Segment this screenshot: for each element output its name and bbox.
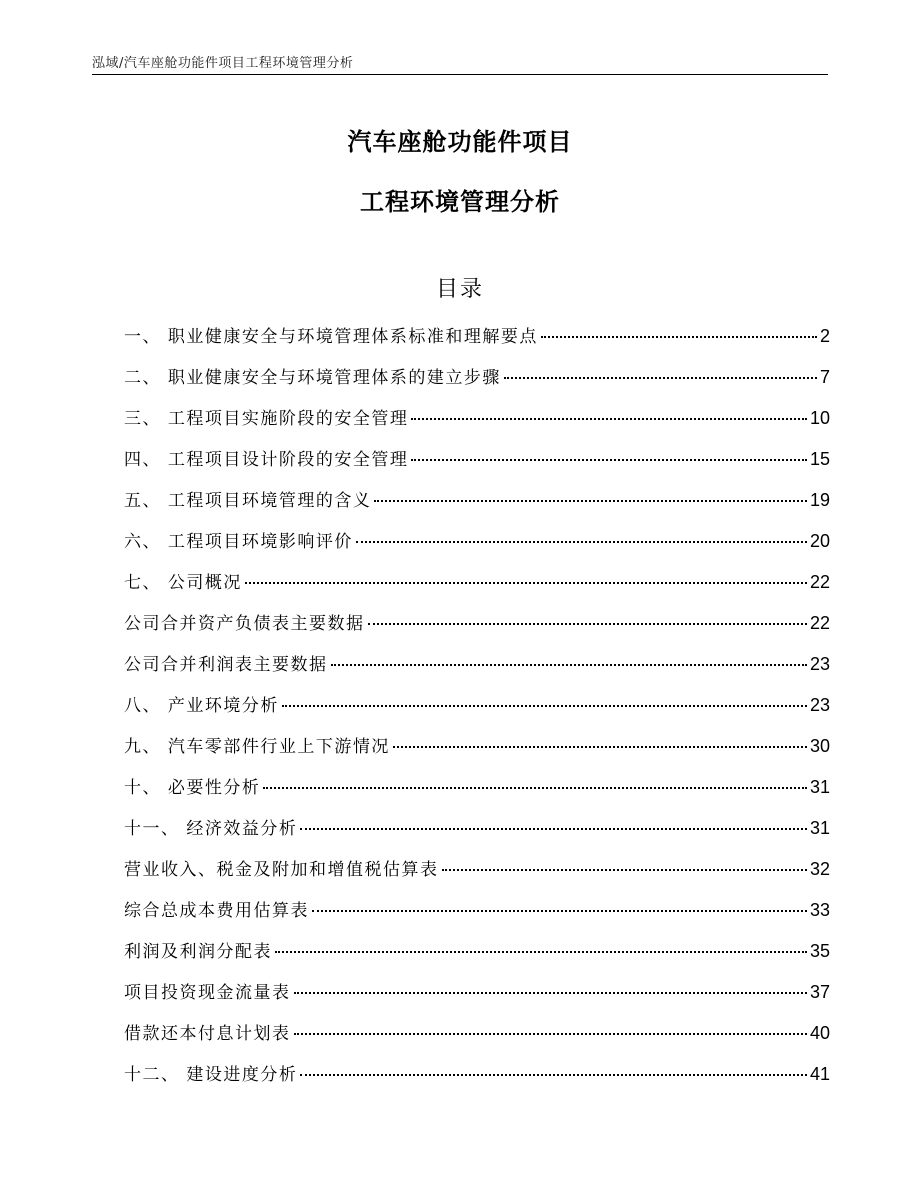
toc-leader-dots [504, 377, 817, 379]
toc-entry-label: 公司合并资产负债表主要数据 [124, 614, 365, 634]
toc-entry-page: 22 [809, 613, 830, 633]
toc-entry-label: 公司合并利润表主要数据 [124, 655, 328, 675]
document-title-line-1: 汽车座舱功能件项目 [347, 128, 573, 156]
toc-entry[interactable] [124, 486, 830, 527]
toc-entry[interactable] [124, 527, 830, 568]
toc-entry[interactable] [124, 650, 830, 691]
toc-leader-dots [331, 664, 807, 666]
toc-entry-page: 20 [809, 531, 830, 551]
toc-entry-page: 40 [809, 1023, 830, 1043]
toc-entry-label: 十、 必要性分析 [124, 778, 261, 798]
page-header: 泓域/汽车座舱功能件项目工程环境管理分析 [92, 56, 354, 71]
toc-entry[interactable] [124, 363, 830, 404]
toc-entry[interactable] [124, 814, 830, 855]
toc-leader-dots [300, 1074, 807, 1076]
toc-entry-page: 23 [809, 695, 830, 715]
toc-leader-dots [393, 746, 807, 748]
toc-entry-label: 五、 工程项目环境管理的含义 [124, 491, 372, 511]
toc-entry-page: 2 [819, 326, 830, 346]
toc-leader-dots [275, 951, 807, 953]
toc-entry-label: 营业收入、税金及附加和增值税估算表 [124, 860, 439, 880]
toc-leader-dots [312, 910, 807, 912]
toc-entry-label: 借款还本付息计划表 [124, 1024, 291, 1044]
toc-entry-page: 33 [809, 900, 830, 920]
toc-entry-page: 35 [809, 941, 830, 961]
toc-entry-label: 三、 工程项目实施阶段的安全管理 [124, 409, 409, 429]
toc-entry-page: 19 [809, 490, 830, 510]
toc-leader-dots [411, 418, 807, 420]
toc-entry[interactable] [124, 855, 830, 896]
toc-entry-page: 22 [809, 572, 830, 592]
toc-entry[interactable] [124, 445, 830, 486]
toc-entry[interactable] [124, 568, 830, 609]
toc-leader-dots [245, 582, 807, 584]
document-title-line-2: 工程环境管理分析 [360, 188, 560, 216]
toc-entry-page: 30 [809, 736, 830, 756]
toc-entry-label: 一、 职业健康安全与环境管理体系标准和理解要点 [124, 327, 538, 347]
toc-entry[interactable] [124, 937, 830, 978]
toc-leader-dots [541, 336, 817, 338]
toc-entry[interactable] [124, 896, 830, 937]
toc-leader-dots [411, 459, 807, 461]
toc-entry-label: 八、 产业环境分析 [124, 696, 279, 716]
toc-leader-dots [294, 1033, 807, 1035]
toc-entry[interactable] [124, 322, 830, 363]
toc-leader-dots [263, 787, 807, 789]
toc-entry-label: 十二、 建设进度分析 [124, 1065, 298, 1085]
toc-leader-dots [374, 500, 807, 502]
toc-leader-dots [300, 828, 807, 830]
toc-leader-dots [356, 541, 807, 543]
toc-entry[interactable] [124, 732, 830, 773]
toc-entry[interactable] [124, 404, 830, 445]
header-divider [92, 74, 828, 75]
toc-entry[interactable] [124, 609, 830, 650]
toc-entry-page: 23 [809, 654, 830, 674]
toc-entry-label: 利润及利润分配表 [124, 942, 272, 962]
table-of-contents [124, 322, 830, 1101]
toc-entry-label: 综合总成本费用估算表 [124, 901, 309, 921]
toc-leader-dots [282, 705, 807, 707]
toc-entry-page: 31 [809, 777, 830, 797]
toc-entry[interactable] [124, 773, 830, 814]
toc-leader-dots [368, 623, 807, 625]
toc-entry-label: 六、 工程项目环境影响评价 [124, 532, 353, 552]
toc-entry-page: 37 [809, 982, 830, 1002]
toc-entry-label: 九、 汽车零部件行业上下游情况 [124, 737, 390, 757]
toc-entry-page: 10 [809, 408, 830, 428]
toc-entry-label: 二、 职业健康安全与环境管理体系的建立步骤 [124, 368, 501, 388]
toc-entry[interactable] [124, 1019, 830, 1060]
toc-entry[interactable] [124, 691, 830, 732]
toc-leader-dots [294, 992, 807, 994]
toc-entry-label: 四、 工程项目设计阶段的安全管理 [124, 450, 409, 470]
toc-entry-label: 十一、 经济效益分析 [124, 819, 298, 839]
toc-entry-page: 31 [809, 818, 830, 838]
toc-entry[interactable] [124, 978, 830, 1019]
toc-entry-page: 32 [809, 859, 830, 879]
toc-entry[interactable] [124, 1060, 830, 1101]
toc-entry-label: 项目投资现金流量表 [124, 983, 291, 1003]
toc-heading: 目录 [435, 277, 484, 302]
toc-entry-page: 41 [809, 1064, 830, 1084]
toc-entry-page: 15 [809, 449, 830, 469]
toc-entry-page: 7 [819, 367, 830, 387]
toc-entry-label: 七、 公司概况 [124, 573, 242, 593]
toc-leader-dots [442, 869, 807, 871]
